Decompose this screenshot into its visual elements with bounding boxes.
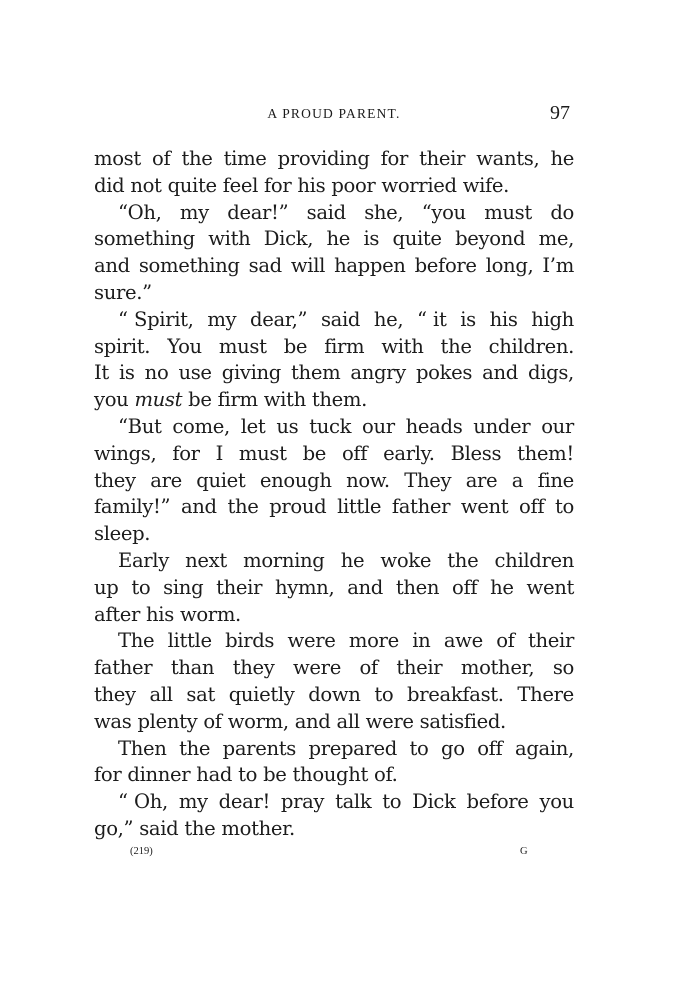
word: after <box>94 602 141 626</box>
word: sat <box>186 682 215 706</box>
word: in <box>412 629 431 653</box>
text-line <box>94 628 574 655</box>
word: me, <box>538 227 574 251</box>
word: I <box>215 441 223 465</box>
word: had <box>196 763 233 787</box>
word: digs, <box>528 361 574 385</box>
word: off <box>341 441 368 465</box>
word: awe <box>443 629 483 653</box>
text-line <box>94 226 574 253</box>
word: dear!” <box>227 200 289 224</box>
word: family!” <box>94 495 171 519</box>
word: Bless <box>450 441 502 465</box>
word: is <box>460 307 476 331</box>
word: children <box>494 548 574 572</box>
word: There <box>517 682 574 706</box>
word: father <box>391 495 451 519</box>
word: us <box>276 414 299 438</box>
word: of. <box>374 763 398 787</box>
word: woke <box>380 548 432 572</box>
word: our <box>362 414 395 438</box>
word: Early <box>118 548 169 572</box>
word: and <box>180 495 217 519</box>
word: off <box>452 575 478 599</box>
word: father <box>94 656 153 680</box>
text-line <box>94 280 574 307</box>
page-footer <box>94 846 574 866</box>
word: he <box>326 227 351 251</box>
word: plenty <box>137 709 198 733</box>
word: said <box>306 200 346 224</box>
word: he <box>490 575 514 599</box>
word: They <box>404 468 452 492</box>
word: is <box>118 361 135 385</box>
word: with <box>381 334 424 358</box>
word: parents <box>222 736 296 760</box>
word: all <box>336 709 360 733</box>
word: sad <box>248 254 282 278</box>
word: to <box>555 495 574 519</box>
word: heads <box>405 414 463 438</box>
word: will <box>290 254 326 278</box>
word: them <box>291 361 341 385</box>
text-line <box>94 441 574 468</box>
word: dear,” <box>250 307 308 331</box>
word: wants, <box>476 147 540 170</box>
word: the <box>181 147 213 170</box>
word: went <box>526 575 574 599</box>
word: must <box>134 388 183 412</box>
word: his <box>146 602 174 626</box>
word: pray <box>280 790 325 814</box>
word: are <box>150 468 182 492</box>
word: their <box>419 147 466 170</box>
running-title: A PROUD PARENT. <box>267 106 401 121</box>
word: The <box>118 629 155 653</box>
word: of <box>152 147 171 170</box>
word: tuck <box>309 414 352 438</box>
word: children. <box>488 334 574 358</box>
word: let <box>240 414 266 438</box>
word: high <box>531 307 574 331</box>
word: early. <box>383 441 435 465</box>
word: sing <box>163 575 204 599</box>
word: my <box>178 790 208 814</box>
word: off <box>519 495 545 519</box>
word: Then <box>118 736 167 760</box>
word: quite <box>392 227 442 251</box>
word: wings, <box>94 441 157 465</box>
word: did <box>94 173 125 197</box>
word: wife. <box>462 173 510 197</box>
word: time <box>223 147 267 170</box>
word: they <box>94 468 136 492</box>
word: went <box>460 495 509 519</box>
word: said <box>320 307 361 331</box>
word: with <box>208 227 251 251</box>
word: were <box>287 629 336 653</box>
page-number: 97 <box>550 102 570 124</box>
word: the <box>447 548 479 572</box>
word: be <box>283 334 308 358</box>
word: all <box>149 682 173 706</box>
word: “Oh, <box>118 200 162 224</box>
text-line <box>94 253 574 280</box>
word: before <box>414 254 477 278</box>
text-line <box>94 736 574 763</box>
word: to <box>238 763 258 787</box>
word: he <box>550 147 574 170</box>
word: must <box>484 200 532 224</box>
word: up <box>94 575 119 599</box>
word: You <box>167 334 202 358</box>
word: be <box>188 388 212 412</box>
word: Dick, <box>263 227 314 251</box>
text-line <box>94 789 574 816</box>
word: “But <box>118 414 162 438</box>
word: more <box>348 629 399 653</box>
word: down <box>308 682 361 706</box>
word: now. <box>346 468 390 492</box>
word: worm, <box>227 709 289 733</box>
signature-letter: G <box>520 846 528 857</box>
page-header <box>94 104 574 128</box>
text-line <box>94 548 574 575</box>
word: It <box>94 361 109 385</box>
word: something <box>94 227 195 251</box>
word: do <box>550 200 574 224</box>
text-line <box>94 575 574 602</box>
word: quite <box>167 173 217 197</box>
word: fine <box>537 468 574 492</box>
text-line <box>94 816 574 843</box>
word: must <box>238 441 287 465</box>
word: before <box>466 790 529 814</box>
word: to <box>374 682 394 706</box>
word: “ Oh, <box>118 790 168 814</box>
word: firm <box>324 334 365 358</box>
text-line <box>94 200 574 227</box>
word: my <box>179 200 209 224</box>
word: quiet <box>196 468 246 492</box>
word: next <box>185 548 227 572</box>
word: dear! <box>218 790 270 814</box>
word: were <box>293 656 341 680</box>
word: our <box>541 414 574 438</box>
word: to <box>382 790 402 814</box>
text-line <box>94 521 574 548</box>
word: and <box>347 575 383 599</box>
word: happen <box>334 254 406 278</box>
word: my <box>207 307 237 331</box>
word: their <box>396 656 443 680</box>
word: I’m <box>542 254 574 278</box>
body-text <box>94 146 574 843</box>
word: them! <box>517 441 574 465</box>
text-line <box>94 602 574 629</box>
word: not <box>130 173 162 197</box>
word: dinner <box>127 763 191 787</box>
word: again, <box>515 736 574 760</box>
word: hymn, <box>274 575 335 599</box>
word: you <box>94 388 129 412</box>
word: of <box>359 656 378 680</box>
word: must <box>218 334 267 358</box>
text-line <box>94 414 574 441</box>
word: and <box>294 709 331 733</box>
word: their <box>528 629 574 653</box>
word: satisfied. <box>419 709 506 733</box>
word: said <box>139 816 179 840</box>
word: of <box>496 629 515 653</box>
word: their <box>216 575 263 599</box>
word: the <box>179 736 211 760</box>
word: birds <box>225 629 275 653</box>
word: for <box>380 147 409 170</box>
text-line <box>94 173 574 200</box>
text-line <box>94 468 574 495</box>
word: and <box>94 254 130 278</box>
word: beyond <box>455 227 526 251</box>
word: for <box>94 763 122 787</box>
word: then <box>395 575 440 599</box>
word: mother. <box>221 816 295 840</box>
word: enough <box>259 468 332 492</box>
word: his <box>489 307 518 331</box>
word: they <box>94 682 136 706</box>
signature-number: (219) <box>130 846 153 857</box>
word: no <box>144 361 169 385</box>
word: use <box>178 361 212 385</box>
word: of <box>203 709 222 733</box>
text-line <box>94 307 574 334</box>
word: with <box>263 388 306 412</box>
word: feel <box>222 173 259 197</box>
word: most <box>94 147 141 170</box>
text-line <box>94 387 574 414</box>
word: sure.” <box>94 280 152 304</box>
word: “ Spirit, <box>118 307 194 331</box>
word: to <box>131 575 151 599</box>
word: for <box>172 441 200 465</box>
word: Dick <box>412 790 456 814</box>
text-line <box>94 655 574 682</box>
word: a <box>511 468 524 492</box>
word: you <box>539 790 574 814</box>
word: the <box>227 495 259 519</box>
word: is <box>363 227 380 251</box>
word: go <box>441 736 465 760</box>
text-line <box>94 682 574 709</box>
word: prepared <box>308 736 397 760</box>
word: go,” <box>94 816 134 840</box>
word: spirit. <box>94 334 151 358</box>
word: they <box>232 656 275 680</box>
word: long, <box>485 254 534 278</box>
word: were <box>365 709 414 733</box>
word: poor <box>331 173 376 197</box>
word: little <box>167 629 212 653</box>
text-line <box>94 762 574 789</box>
word: morning <box>243 548 325 572</box>
word: proud <box>269 495 327 519</box>
word: worried <box>381 173 457 197</box>
word: pokes <box>415 361 473 385</box>
text-line <box>94 334 574 361</box>
word: “you <box>421 200 466 224</box>
word: was <box>94 709 132 733</box>
word: “ it <box>417 307 447 331</box>
word: talk <box>335 790 372 814</box>
word: and <box>482 361 518 385</box>
word: than <box>170 656 215 680</box>
word: be <box>263 763 287 787</box>
word: for <box>264 173 292 197</box>
word: off <box>477 736 503 760</box>
word: something <box>138 254 240 278</box>
word: thought <box>292 763 369 787</box>
word: firm <box>217 388 258 412</box>
word: she, <box>364 200 404 224</box>
word: little <box>337 495 382 519</box>
word: come, <box>172 414 230 438</box>
text-line <box>94 360 574 387</box>
word: giving <box>221 361 281 385</box>
word: his <box>297 173 326 197</box>
word: worm. <box>179 602 241 626</box>
word: are <box>465 468 498 492</box>
word: so <box>552 656 574 680</box>
word: he, <box>373 307 404 331</box>
word: them. <box>311 388 367 412</box>
word: angry <box>350 361 406 385</box>
text-line <box>94 146 574 173</box>
text-line <box>94 494 574 521</box>
word: providing <box>277 147 370 170</box>
word: sleep. <box>94 522 151 546</box>
word: quietly <box>228 682 295 706</box>
word: the <box>184 816 216 840</box>
word: be <box>302 441 327 465</box>
word: breakfast. <box>407 682 504 706</box>
word: to <box>409 736 429 760</box>
word: under <box>473 414 531 438</box>
word: the <box>440 334 472 358</box>
word: he <box>340 548 365 572</box>
text-line <box>94 709 574 736</box>
word: mother, <box>460 656 535 680</box>
